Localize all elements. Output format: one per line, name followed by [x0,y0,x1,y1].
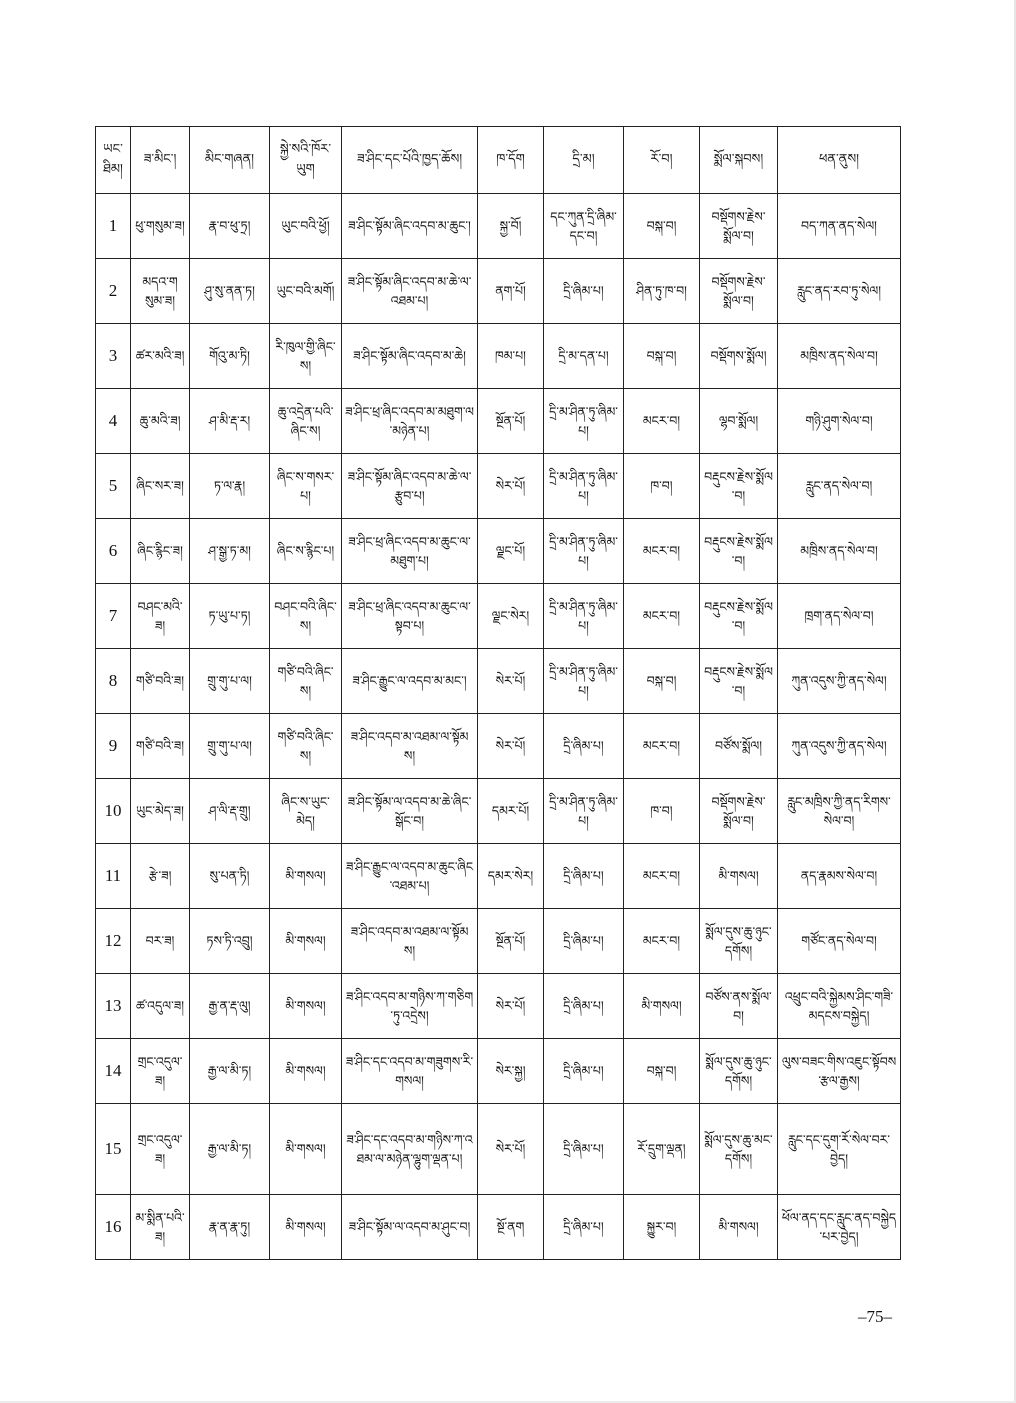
table-cell: རླུང་ནད་རབ་ཏུ་སེལ། [778,259,901,324]
column-header: ཟ་མིང་། [131,127,190,194]
table-cell: རྩེ་ཟ། [131,844,190,909]
table-row [96,389,901,454]
column-header: སྨོལ་སྐབས། [700,127,778,194]
table-row [96,649,901,714]
row-number: 7 [96,584,131,649]
table-cell: དྲི་ཞིམ་པ། [544,909,624,974]
table-cell: མི་གསལ། [700,1195,778,1260]
table-cell: བསྡོགས་རྗེས་སྨོལ་བ། [700,194,778,259]
table-cell: དྲི་ཞིམ་པ། [544,844,624,909]
table-row [96,1039,901,1104]
table-cell: མི་གསལ། [624,974,700,1039]
table-cell: ཁམ་པ། [478,324,544,389]
table-row [96,974,901,1039]
table-cell: སེར་པོ། [478,454,544,519]
table-row [96,1104,901,1195]
table-cell: ཞིང་ས་གསར་པ། [270,454,342,519]
table-cell: བརྡུངས་རྗེས་སྨོལ་བ། [700,584,778,649]
table-cell: ལུས་བཟང་གིས་འཇུང་སྟོབས་རྩལ་རྒྱས། [778,1039,901,1104]
table-cell: ཏ་ཡུ་པ་ཏ། [190,584,270,649]
table-cell: ཡུང་བའི་ཕྱོ། [270,194,342,259]
table-cell: དྲི་མ་ཤིན་ཏུ་ཞིམ་པ། [544,389,624,454]
table-cell: མི་གསལ། [270,1039,342,1104]
table-cell: བསྐ་བ། [624,1039,700,1104]
table-container [95,126,901,1260]
table-cell: བསྐ་བ། [624,324,700,389]
table-cell: དྲི་མ་ཤིན་ཏུ་ཞིམ་པ། [544,779,624,844]
table-cell: དྲི་མ་ཤིན་ཏུ་ཞིམ་པ། [544,649,624,714]
row-number: 1 [96,194,131,259]
header-row [96,127,901,194]
table-cell: ཞིང་རྙིང་ཟ། [131,519,190,584]
table-cell: རྒྱ་ལ་མི་ཏ། [190,1039,270,1104]
table-row [96,454,901,519]
table-cell: རླུང་དང་དུག་རོ་སེལ་བར་བྱེད། [778,1104,901,1195]
table-cell: ཞིང་ས་ཡུང་མེད། [270,779,342,844]
table-cell: སྐྱུར་བ། [624,1195,700,1260]
table-cell: ཡུང་མེད་ཟ། [131,779,190,844]
table-cell: དྲི་ཞིམ་པ། [544,714,624,779]
table-cell: ཟ་ཤིང་རྒྱུང་ལ་འདབ་མ་མང་། [342,649,478,714]
table-cell: སེར་པོ། [478,649,544,714]
table-cell: མི་གསལ། [270,1104,342,1195]
table-cell: ཤ་ལི་རྡ་གྲུ། [190,779,270,844]
table-row [96,324,901,389]
table-row [96,779,901,844]
table-cell: ཞིང་ས་རྙིང་པ། [270,519,342,584]
table-cell: སུ་པན་ཏི། [190,844,270,909]
table-cell: མདའ་གསུམ་ཟ། [131,259,190,324]
table-cell: རླུང་མཁྲིས་ཀྱི་ནད་རིགས་སེལ་བ། [778,779,901,844]
table-row [96,909,901,974]
table-cell: ཟ་ཤིང་སྟོམ་ལ་འདབ་མ་ཆེ་ཞིང་སྒོང་བ། [342,779,478,844]
table-cell: མ་སྨིན་པའི་ཟ། [131,1195,190,1260]
table-cell: ཤིན་ཏུ་ཁ་བ། [624,259,700,324]
table-cell: ཟ་ཤིང་སྟོམ་ཞིང་འདབ་མ་ཆེ། [342,324,478,389]
table-cell: དྲི་མ་དན་པ། [544,324,624,389]
table-cell: ཟ་ཤིང་སྟོམ་ལ་འདབ་མ་ཤུང་བ། [342,1195,478,1260]
row-number: 14 [96,1039,131,1104]
table-cell: བཤང་བའི་ཞིང་ས། [270,584,342,649]
table-cell: ཟ་ཤིང་འདབ་མ་འཐམ་ལ་སྟོམས། [342,909,478,974]
column-header: ཟ་ཤིང་དང་པོའི་ཁྱད་ཆོས། [342,127,478,194]
table-cell: བརྡུངས་རྗེས་སྨོལ་བ། [700,649,778,714]
table-row [96,519,901,584]
table-cell: བརྡུངས་རྗེས་སྨོལ་བ། [700,519,778,584]
table-cell: དྲི་ཞིམ་པ། [544,974,624,1039]
table-cell: རྒྱ་ན་རྡ་ལུ། [190,974,270,1039]
table-cell: ཟ་ཤིང་འདབ་མ་འཐམ་ལ་སྟོམས། [342,714,478,779]
table-row [96,259,901,324]
table-cell: ཟ་ཤིང་སྟོམ་ཞིང་འདབ་མ་ཆུང་། [342,194,478,259]
table-cell: དམར་སེར། [478,844,544,909]
column-header: ཁ་དོག [478,127,544,194]
herb-table [95,126,901,1260]
table-row [96,1195,901,1260]
table-cell: དྲི་མ་ཤིན་ཏུ་ཞིམ་པ། [544,454,624,519]
table-cell: ཚ་འདུལ་ཟ། [131,974,190,1039]
table-cell: གཙི་བའི་ཟ། [131,649,190,714]
row-number: 12 [96,909,131,974]
table-cell: མཁྲིས་ནད་སེལ་བ། [778,519,901,584]
table-cell: མངར་བ། [624,584,700,649]
table-cell: མི་གསལ། [270,909,342,974]
table-cell: ཀུན་འདུས་ཀྱི་ནད་སེལ། [778,649,901,714]
table-cell: ཟ་ཤིང་ཕྲ་ཞིང་འདབ་མ་མཐུག་ལ་མཉེན་པ། [342,389,478,454]
table-cell: མངར་བ། [624,714,700,779]
table-cell: དམར་པོ། [478,779,544,844]
table-cell: མངར་བ། [624,519,700,584]
table-cell: སྨོལ་དུས་ཆུ་ཉུང་དགོས། [700,909,778,974]
table-cell: བཙོས་སྨོལ། [700,714,778,779]
table-cell: བཙོས་ནས་སྨོལ་བ། [700,974,778,1039]
table-cell: བསྡོགས་རྗེས་སྨོལ་བ། [700,779,778,844]
table-cell: ཆུ་མའི་ཟ། [131,389,190,454]
column-header: དྲི་མ། [544,127,624,194]
table-cell: ཤ་མི་རྡ་ར། [190,389,270,454]
table-cell: ཏ་ལ་རྣ། [190,454,270,519]
table-cell: སེར་སྐྱ། [478,1039,544,1104]
table-cell: ཁྲག་ནད་སེལ་བ། [778,584,901,649]
table-cell: གྲང་འདུལ་ཟ། [131,1104,190,1195]
table-cell: ཡུང་བའི་མགོ། [270,259,342,324]
table-cell: བརྡུངས་རྗེས་སྨོལ་བ། [700,454,778,519]
table-cell: ཤུ་སུ་ནན་ཏ། [190,259,270,324]
table-cell: དང་ཀུན་དྲི་ཞིམ་དང་བ། [544,194,624,259]
row-number: 10 [96,779,131,844]
table-cell: སྔོ་ནག [478,1195,544,1260]
table-cell: བད་ཀན་ནད་སེལ། [778,194,901,259]
row-number: 2 [96,259,131,324]
table-cell: སེར་པོ། [478,1104,544,1195]
table-cell: གྲུ་གུ་པ་ལ། [190,649,270,714]
table-cell: དྲི་ཞིམ་པ། [544,1039,624,1104]
column-header: སྐྱེ་སའི་ཁོར་ཡུག [270,127,342,194]
table-cell: རྒྱ་ལ་མི་ཏ། [190,1104,270,1195]
table-cell: གཙི་བའི་ཞིང་ས། [270,714,342,779]
table-row [96,844,901,909]
table-cell: མངར་བ། [624,389,700,454]
row-number: 13 [96,974,131,1039]
table-cell: ཟ་ཤིང་རྒྱུང་ལ་འདབ་མ་ཆུང་ཞིང་འཐམ་པ། [342,844,478,909]
table-cell: སྔོན་པོ། [478,909,544,974]
table-cell: བསྐ་བ། [624,649,700,714]
table-cell: ཕུ་གསུམ་ཟ། [131,194,190,259]
table-cell: རྣ་བ་ཕུ་ཏྲ། [190,194,270,259]
table-cell: གཙི་བའི་ཞིང་ས། [270,649,342,714]
table-cell: ནག་པོ། [478,259,544,324]
table-cell: གོའུ་མ་ཏི། [190,324,270,389]
column-header: མིང་གཞན། [190,127,270,194]
table-body [96,194,901,1260]
table-cell: སྨོལ་དུས་ཆུ་ཉུང་དགོས། [700,1039,778,1104]
table-cell: ལྗང་སེར། [478,584,544,649]
row-number: 4 [96,389,131,454]
table-cell: གྲུ་གུ་པ་ལ། [190,714,270,779]
table-cell: ཏས་ཏི་འབྲུ། [190,909,270,974]
table-cell: ཟ་ཤིང་འདབ་མ་གཉིས་ཀ་གཅིག་ཏུ་འདྲེས། [342,974,478,1039]
table-cell: ཁ་བ། [624,454,700,519]
table-cell: ཟ་ཤིང་སྟོམ་ཞིང་འདབ་མ་ཆེ་ལ་རྩུབ་པ། [342,454,478,519]
table-cell: སྐྱ་བོ། [478,194,544,259]
table-cell: མཁྲིས་ནད་སེལ་བ། [778,324,901,389]
table-cell: ཚར་མའི་ཟ། [131,324,190,389]
table-cell: ཁ་བ། [624,779,700,844]
table-cell: རི་ཁུལ་གྱི་ཞིང་ས། [270,324,342,389]
table-cell: བསྐ་བ། [624,194,700,259]
table-cell: སྨོལ་དུས་ཆུ་མང་དགོས། [700,1104,778,1195]
row-number: 8 [96,649,131,714]
table-cell: བར་ཟ། [131,909,190,974]
page-number: –75– [858,1307,892,1326]
row-number: 6 [96,519,131,584]
table-cell: སེར་པོ། [478,974,544,1039]
table-cell: འཕྲུང་བའི་སྐྱེམས་ཤིང་གཟི་མདངས་བསྐྱེད། [778,974,901,1039]
row-number: 11 [96,844,131,909]
table-cell: གྲང་འདུལ་ཟ། [131,1039,190,1104]
table-cell: ཟ་ཤིང་ཕྲ་ཞིང་འདབ་མ་ཆུང་ལ་སྟབ་པ། [342,584,478,649]
table-cell: མི་གསལ། [270,974,342,1039]
table-cell: རླུང་ནད་སེལ་བ། [778,454,901,519]
row-number: 15 [96,1104,131,1195]
table-cell: སྔོན་པོ། [478,389,544,454]
table-cell: མངར་བ། [624,844,700,909]
table-cell: དྲི་མ་ཤིན་ཏུ་ཞིམ་པ། [544,584,624,649]
table-cell: ཞིང་སར་ཟ། [131,454,190,519]
table-cell: བཤང་མའི་ཟ། [131,584,190,649]
table-cell: ནད་རྣམས་སེལ་བ། [778,844,901,909]
row-number: 3 [96,324,131,389]
table-cell: ཟ་ཤིང་སྟོམ་ཞིང་འདབ་མ་ཆེ་ལ་འཐམ་པ། [342,259,478,324]
table-cell: ཀུན་འདུས་ཀྱི་ནད་སེལ། [778,714,901,779]
table-cell: སེར་པོ། [478,714,544,779]
table-row [96,194,901,259]
table-cell: ལྗང་པོ། [478,519,544,584]
column-header: ཕན་ནུས། [778,127,901,194]
table-cell: བསྡོགས་སྨོལ། [700,324,778,389]
table-cell: ཤ་སྒྱ་ཏ་མ། [190,519,270,584]
table-cell: མི་གསལ། [270,1195,342,1260]
table-cell: མི་གསལ། [270,844,342,909]
table-cell: ཆུ་འདྲེན་པའི་ཞིང་ས། [270,389,342,454]
table-cell: གཙི་བའི་ཟ། [131,714,190,779]
table-cell: དྲི་མ་ཤིན་ཏུ་ཞིམ་པ། [544,519,624,584]
table-cell: མི་གསལ། [700,844,778,909]
table-cell: གཙོང་ནད་སེལ་བ། [778,909,901,974]
table-cell: བསྡོགས་རྗེས་སྨོལ་བ། [700,259,778,324]
column-header: རོ་བ། [624,127,700,194]
table-row [96,714,901,779]
table-cell: ཟ་ཤིང་ཕྲ་ཞིང་འདབ་མ་ཆུང་ལ་མཐུག་པ། [342,519,478,584]
row-number: 9 [96,714,131,779]
table-cell: དྲི་ཞིམ་པ། [544,259,624,324]
table-cell: ཟ་ཤིང་དང་འདབ་མ་གཉིས་ཀ་འཐམ་ལ་མཉེན་ལྷུག་ལྡན་པ། [342,1104,478,1195]
table-cell: དྲི་ཞིམ་པ། [544,1195,624,1260]
table-cell: ཕོལ་ནད་དང་རླུང་ནད་བསྐྱེད་པར་བྱེད། [778,1195,901,1260]
table-cell: རོ་དྲུག་ལྡན། [624,1104,700,1195]
table-cell: ལྷབ་སྨོལ། [700,389,778,454]
table-row [96,584,901,649]
table-cell: ཟ་ཤིང་དང་འདབ་མ་གཟུགས་རི་གསལ། [342,1039,478,1104]
column-header: ཡང་ཐིམ། [96,127,131,194]
table-cell: དྲི་ཞིམ་པ། [544,1104,624,1195]
table-cell: མངར་བ། [624,909,700,974]
row-number: 16 [96,1195,131,1260]
row-number: 5 [96,454,131,519]
table-cell: རྣ་ན་རྣ་ཏུ། [190,1195,270,1260]
table-cell: གཉི་ཤུག་སེལ་བ། [778,389,901,454]
